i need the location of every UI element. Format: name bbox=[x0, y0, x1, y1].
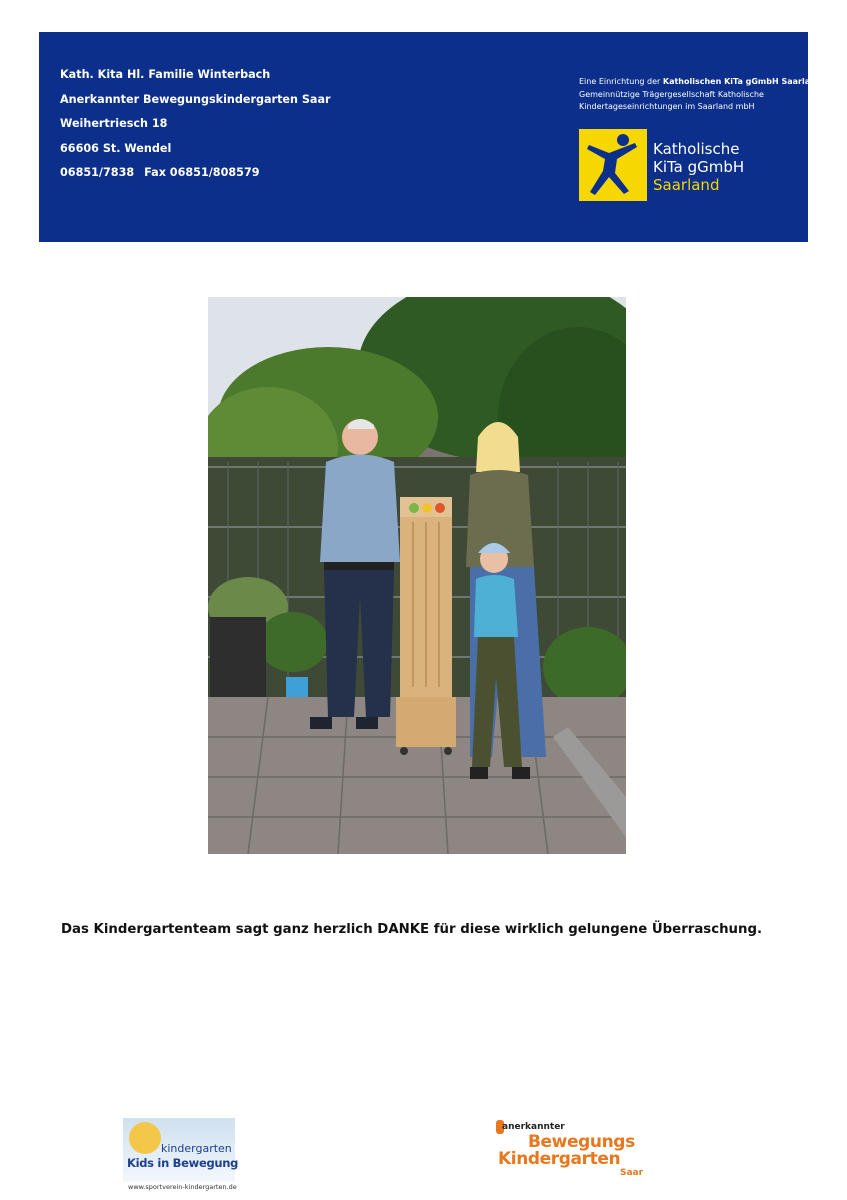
kita-logo-figure-icon bbox=[579, 129, 647, 201]
bew-logo-line-3: Kindergarten bbox=[498, 1149, 621, 1169]
header-band bbox=[39, 32, 822, 242]
fax: Fax 06851/808579 bbox=[144, 166, 260, 179]
org-line-2: Gemeinnützige Trägergesellschaft Katholische bbox=[579, 89, 764, 99]
thank-you-text: Das Kindergartenteam sagt ganz herzlich DANKE für diese wirklich gelungene Überraschung. bbox=[61, 922, 763, 937]
org-line-3: Kindertageseinrichtungen im Saarland mbH bbox=[579, 102, 755, 111]
logo-line-1: Katholische bbox=[653, 140, 740, 158]
sun-icon bbox=[129, 1122, 161, 1154]
phone: 06851/7838 bbox=[60, 166, 135, 179]
bew-logo-line-1: anerkannter bbox=[502, 1122, 565, 1132]
bew-logo-line-4: Saar bbox=[620, 1168, 644, 1178]
logo-line-3: Saarland bbox=[653, 176, 720, 194]
logo-line-2: KiTa gGmbH bbox=[653, 158, 745, 176]
city: 66606 St. Wendel bbox=[60, 141, 172, 155]
kids-logo-url: www.sportverein-kindergarten.de bbox=[128, 1183, 237, 1191]
group-photo bbox=[208, 297, 626, 854]
bew-logo-line-2: Bewegungs bbox=[528, 1132, 635, 1152]
kita-subtitle: Anerkannter Bewegungskindergarten Saar bbox=[60, 92, 331, 106]
kids-logo-line-2: Kids in Bewegung bbox=[127, 1156, 239, 1170]
street: Weihertriesch 18 bbox=[60, 117, 168, 130]
kita-logo-text bbox=[653, 140, 744, 194]
kids-in-bewegung-logo bbox=[123, 1118, 239, 1192]
address-block bbox=[60, 68, 331, 191]
contact-line bbox=[60, 166, 331, 191]
bewegungskindergarten-logo bbox=[496, 1120, 652, 1182]
kids-logo-line-1: kindergarten bbox=[161, 1142, 232, 1155]
kita-name: Kath. Kita Hl. Familie Winterbach bbox=[60, 68, 271, 81]
org-line-1: Eine Einrichtung der Katholischen KiTa gGmbH Saarland bbox=[579, 77, 822, 86]
org-info bbox=[579, 76, 822, 114]
